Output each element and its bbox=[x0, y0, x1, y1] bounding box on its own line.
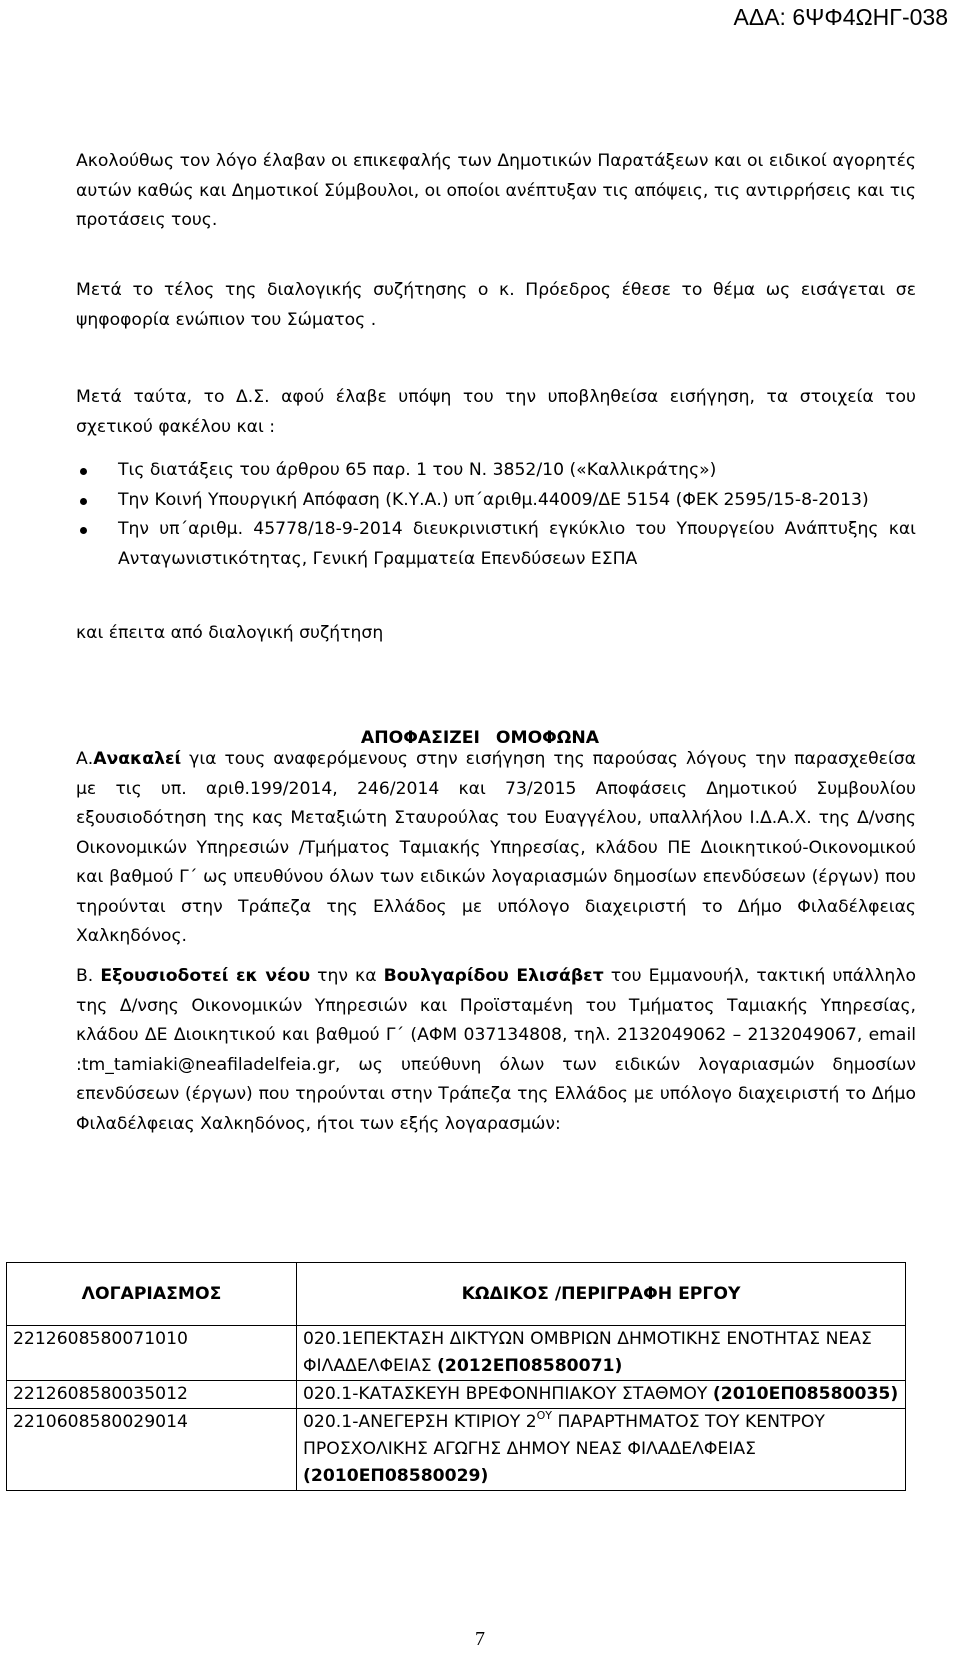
column-header-description: ΚΩΔΙΚΟΣ /ΠΕΡΙΓΡΑΦΗ ΕΡΓΟΥ bbox=[297, 1263, 906, 1326]
project-description: 020.1ΕΠΕΚΤΑΣΗ ΔΙΚΤΥΩΝ ΟΜΒΡΙΩΝ ΔΗΜΟΤΙΚΗΣ ΕΝΟΤΗΤΑΣ ΝΕΑΣ ΦΙΛΑΔΕΛΦΕΙΑΣ (2012ΕΠ08580071) bbox=[297, 1326, 906, 1381]
bullet-icon bbox=[80, 498, 87, 505]
list-item: Την υπ΄αριθμ. 45778/18-9-2014 διευκρινιστική εγκύκλιο του Υπουργείου Ανάπτυξης και Ανταγωνιστικότητας, Γενική Γραμματεία Επενδύσεων ΕΣΠΑ bbox=[76, 515, 916, 574]
table-row bbox=[7, 1326, 906, 1381]
table-row bbox=[7, 1409, 906, 1491]
accounts-table bbox=[6, 1262, 906, 1491]
paragraph-speakers: Ακολούθως τον λόγο έλαβαν οι επικεφαλής των Δημοτικών Παρατάξεων και οι ειδικοί αγορητές αυτών καθώς και Δημοτικοί Σύμβουλοι, οι οποίοι ανέπτυξαν τις απόψεις, τις αντιρρήσεις και τις προτάσεις τους. bbox=[76, 151, 916, 230]
list-item: Την Κοινή Υπουργική Απόφαση (Κ.Υ.Α.) υπ΄αριθμ.44009/ΔΕ 5154 (ΦΕΚ 2595/15-8-2013) bbox=[76, 486, 916, 516]
list-item: Τις διατάξεις του άρθρου 65 παρ. 1 του Ν. 3852/10 («Καλλικράτης») bbox=[76, 456, 916, 486]
paragraph-vote: Μετά το τέλος της διαλογικής συζήτησης ο κ. Πρόεδρος έθεσε το θέμα ως εισάγεται σε ψηφοφορία ενώπιον του Σώματος . bbox=[76, 280, 916, 330]
paragraph-considerations: Μετά ταύτα, το Δ.Σ. αφού έλαβε υπόψη του την υποβληθείσα εισήγηση, τα στοιχεία του σχετικού φακέλου και : bbox=[76, 387, 916, 437]
considerations-list bbox=[76, 460, 916, 574]
decision-a: Α.Ανακαλεί για τους αναφερόμενους στην εισήγηση της παρούσας λόγους την παρασχεθείσα με τις υπ. αριθ.199/2014, 246/2014 και 73/2015 Αποφάσεις Δημοτικού Συμβουλίου εξουσιοδότηση της κας Μεταξιώτη Σταυρούλας του Ευαγγέλου, υπαλλήλου Ι.Δ.Α.Χ. της Δ/νσης Οικονομικών Υπηρεσιών /Τμήματος Ταμιακής Υπηρεσίας, κλάδου ΠΕ Διοικητικού-Οικονομικού και βαθμού Γ΄ ως υπευθύνου όλων των ειδικών λογαριασμών δημοσίων επενδύσεων (έργων) που τηρούνται στην Τράπεζα της Ελλάδος με υπόλογο διαχειριστή το Δήμο Φιλαδέλφειας Χαλκηδόνος. bbox=[76, 749, 916, 946]
table-row bbox=[7, 1381, 906, 1409]
table-header-row bbox=[7, 1263, 906, 1326]
ada-code: ΑΔΑ: 6ΨΦ4ΩΗΓ-038 bbox=[733, 4, 948, 30]
bullet-icon bbox=[80, 527, 87, 534]
bullet-icon bbox=[80, 468, 87, 475]
account-code: 221260858007101​0 bbox=[7, 1326, 297, 1381]
decision-b: Β. Εξουσιοδοτεί εκ νέου την κα Βουλγαρίδου Ελισάβετ του Εμμανουήλ, τακτική υπάλληλο της Δ/νσης Οικονομικών Υπηρεσιών και Προϊσταμένη του Τμήματος Ταμιακής Υπηρεσίας, κλάδου ΔΕ Διοικητικού και βαθμού Γ΄ (ΑΦΜ 037134808, τηλ. 2132049062 – 2132049067, email :tm_tamiaki@neafiladelfeia.gr, ως υπεύθυνη όλων των ειδικών λογαριασμών δημοσίων επενδύσεων (έργων) που τηρούνται στην Τράπεζα της Ελλάδος με υπόλογο διαχειριστή το Δήμο Φιλαδέλφειας Χαλκηδόνος, ήτοι των εξής λογαρασμών: bbox=[76, 966, 916, 1134]
account-code: 2212608580035012 bbox=[7, 1381, 297, 1409]
account-code: 2210608580029014 bbox=[7, 1409, 297, 1491]
project-description: 020.1-ΑΝΕΓΕΡΣΗ ΚΤΙΡΙΟΥ $2^{O\Upsilon}$ ΠΑΡΑΡΤΗΜΑΤΟΣ ΤΟΥ ΚΕΝΤΡΟΥ ΠΡΟΣΧΟΛΙΚΗΣ ΑΓΩΓΗΣ ΔΗΜΟΥ ΝΕΑΣ ΦΙΛΑΔΕΛΦΕΙΑΣ (2010ΕΠ08580029) bbox=[297, 1409, 906, 1491]
decision-heading: ΑΠΟΦΑΣΙΖΕΙ ΟΜΟΦΩΝΑ bbox=[360, 728, 600, 748]
page-number: 7 bbox=[475, 1628, 485, 1650]
paragraph-discussion: και έπειτα από διαλογική συζήτηση bbox=[76, 623, 384, 643]
project-description: 020.1-ΚΑΤΑΣΚΕΥΗ ΒΡΕΦΟΝΗΠΙΑΚΟΥ ΣΤΑΘΜΟΥ (2010ΕΠ08580035) bbox=[297, 1381, 906, 1409]
column-header-account: ΛΟΓΑΡΙΑΣΜΟΣ bbox=[7, 1263, 297, 1326]
